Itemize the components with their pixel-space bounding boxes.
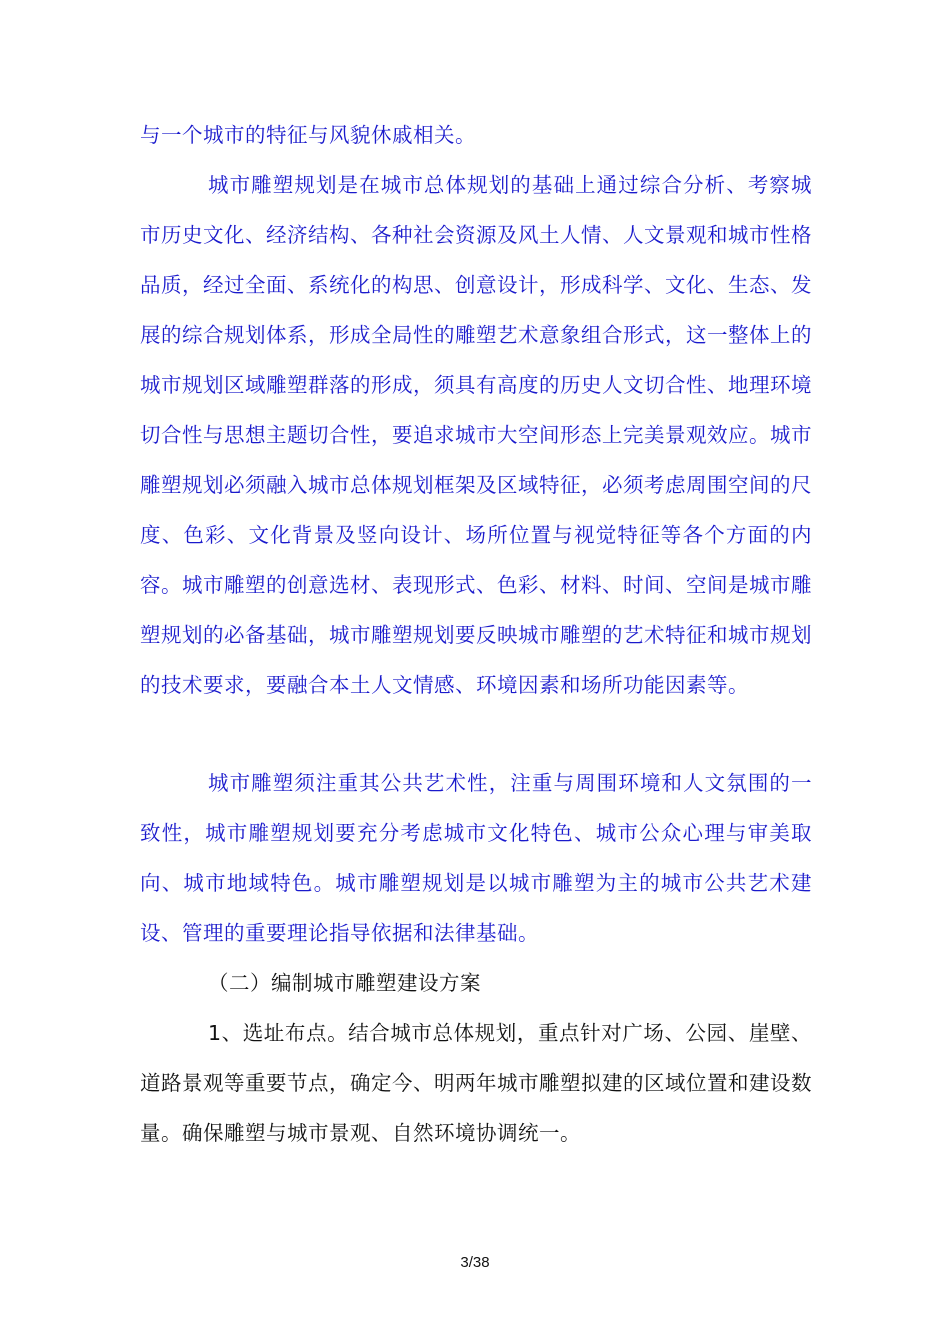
paragraph-sculpture-planning: 城市雕塑规划是在城市总体规划的基础上通过综合分析、考察城市历史文化、经济结构、各种社会资源及风土人情、人文景观和城市性格品质，经过全面、系统化的构思、创意设计，形成科学、文化、生态、发展的综合规划体系，形成全局性的雕塑艺术意象组合形式，这一整体上的城市规划区域雕塑群落的形成，须具有高度的历史人文切合性、地理环境切合性与思想主题切合性，要追求城市大空间形态上完美景观效应。城市雕塑规划必须融入城市总体规划框架及区域特征，必须考虑周围空间的尺度、色彩、文化背景及竖向设计、场所位置与视觉特征等各个方面的内容。城市雕塑的创意选材、表现形式、色彩、材料、时间、空间是城市雕塑规划的必备基础，城市雕塑规划要反映城市雕塑的艺术特征和城市规划的技术要求，要融合本土人文情感、环境因素和场所功能因素等。 bbox=[140, 173, 812, 697]
section-heading: （二）编制城市雕塑建设方案 bbox=[208, 971, 481, 995]
paragraph-site-selection: 1、选址布点。结合城市总体规划，重点针对广场、公园、崖壁、道路景观等重要节点，确定今、明两年城市雕塑拟建的区域位置和建设数量。确保雕塑与城市景观、自然环境协调统一。 bbox=[140, 1021, 812, 1145]
page-number: 3/38 bbox=[460, 1254, 490, 1271]
paragraph-public-art: 城市雕塑须注重其公共艺术性，注重与周围环境和人文氛围的一致性，城市雕塑规划要充分考虑城市文化特色、城市公众心理与审美取向、城市地域特色。城市雕塑规划是以城市雕塑为主的城市公共艺术建设、管理的重要理论指导依据和法律基础。 bbox=[140, 771, 812, 945]
paragraph-continuation: 与一个城市的特征与风貌休戚相关。 bbox=[140, 123, 476, 147]
